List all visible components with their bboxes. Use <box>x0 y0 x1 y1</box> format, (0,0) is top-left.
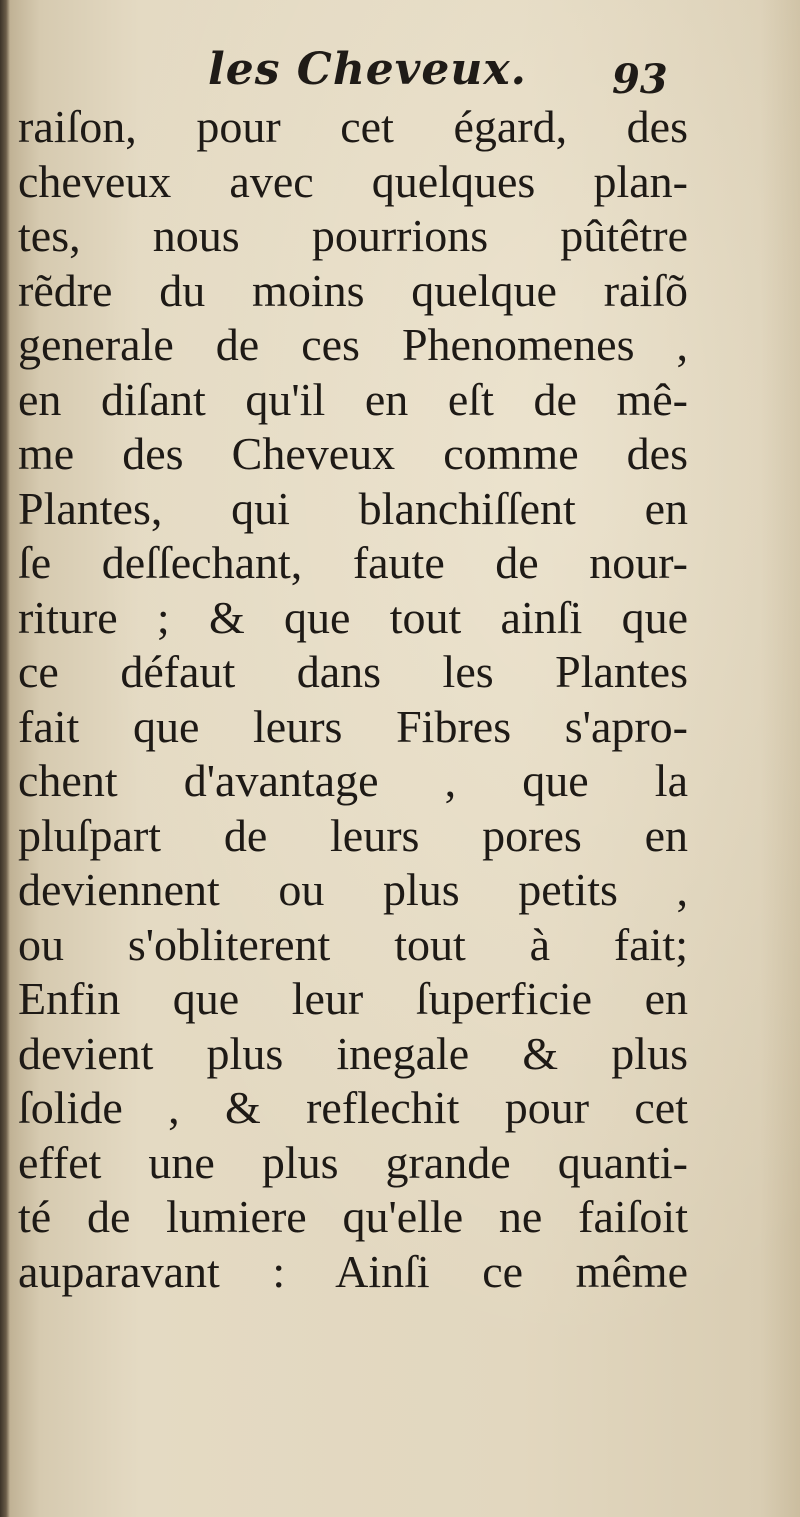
text-line: Enfin que leur ſuperficie en <box>18 973 688 1024</box>
page-header <box>0 36 800 103</box>
binding-edge <box>0 0 10 1517</box>
text-line: devient plus inegale & plus <box>18 1027 688 1079</box>
text-line: me des Cheveux comme des <box>18 428 688 479</box>
text-line: ou s'obliterent tout à fait; <box>18 918 688 970</box>
text-line: auparavant : Ainſi ce même <box>18 1245 688 1297</box>
text-line: deviennent ou plus petits , <box>18 864 688 915</box>
text-line: ce défaut dans les Plantes <box>18 646 688 697</box>
body-text <box>18 100 688 1299</box>
page-number: 93 <box>612 56 668 103</box>
text-line: Plantes, qui blanchiſſent en <box>18 482 688 534</box>
text-line: raiſon, pour cet égard, des <box>18 101 688 152</box>
text-line: ſolide , & reflechit pour cet <box>18 1082 688 1133</box>
text-line: generale de ces Phenomenes , <box>18 319 688 370</box>
running-title: les Cheveux. <box>208 44 527 95</box>
text-line: riture ; & que tout ainſi que <box>18 591 688 643</box>
text-line: cheveux avec quelques plan- <box>18 155 688 207</box>
text-line: ſe deſſechant, faute de nour- <box>18 537 688 588</box>
text-line: té de lumiere qu'elle ne faiſoit <box>18 1191 688 1242</box>
text-line: en diſant qu'il en eſt de mê- <box>18 373 688 425</box>
text-line: effet une plus grande quanti- <box>18 1136 688 1188</box>
text-line: chent d'avantage , que la <box>18 755 688 806</box>
text-line: tes, nous pourrions pûtêtre <box>18 210 688 261</box>
text-line: pluſpart de leurs pores en <box>18 809 688 861</box>
text-line: rẽdre du moins quelque raiſõ <box>18 264 688 316</box>
text-line: fait que leurs Fibres s'apro- <box>18 700 688 752</box>
